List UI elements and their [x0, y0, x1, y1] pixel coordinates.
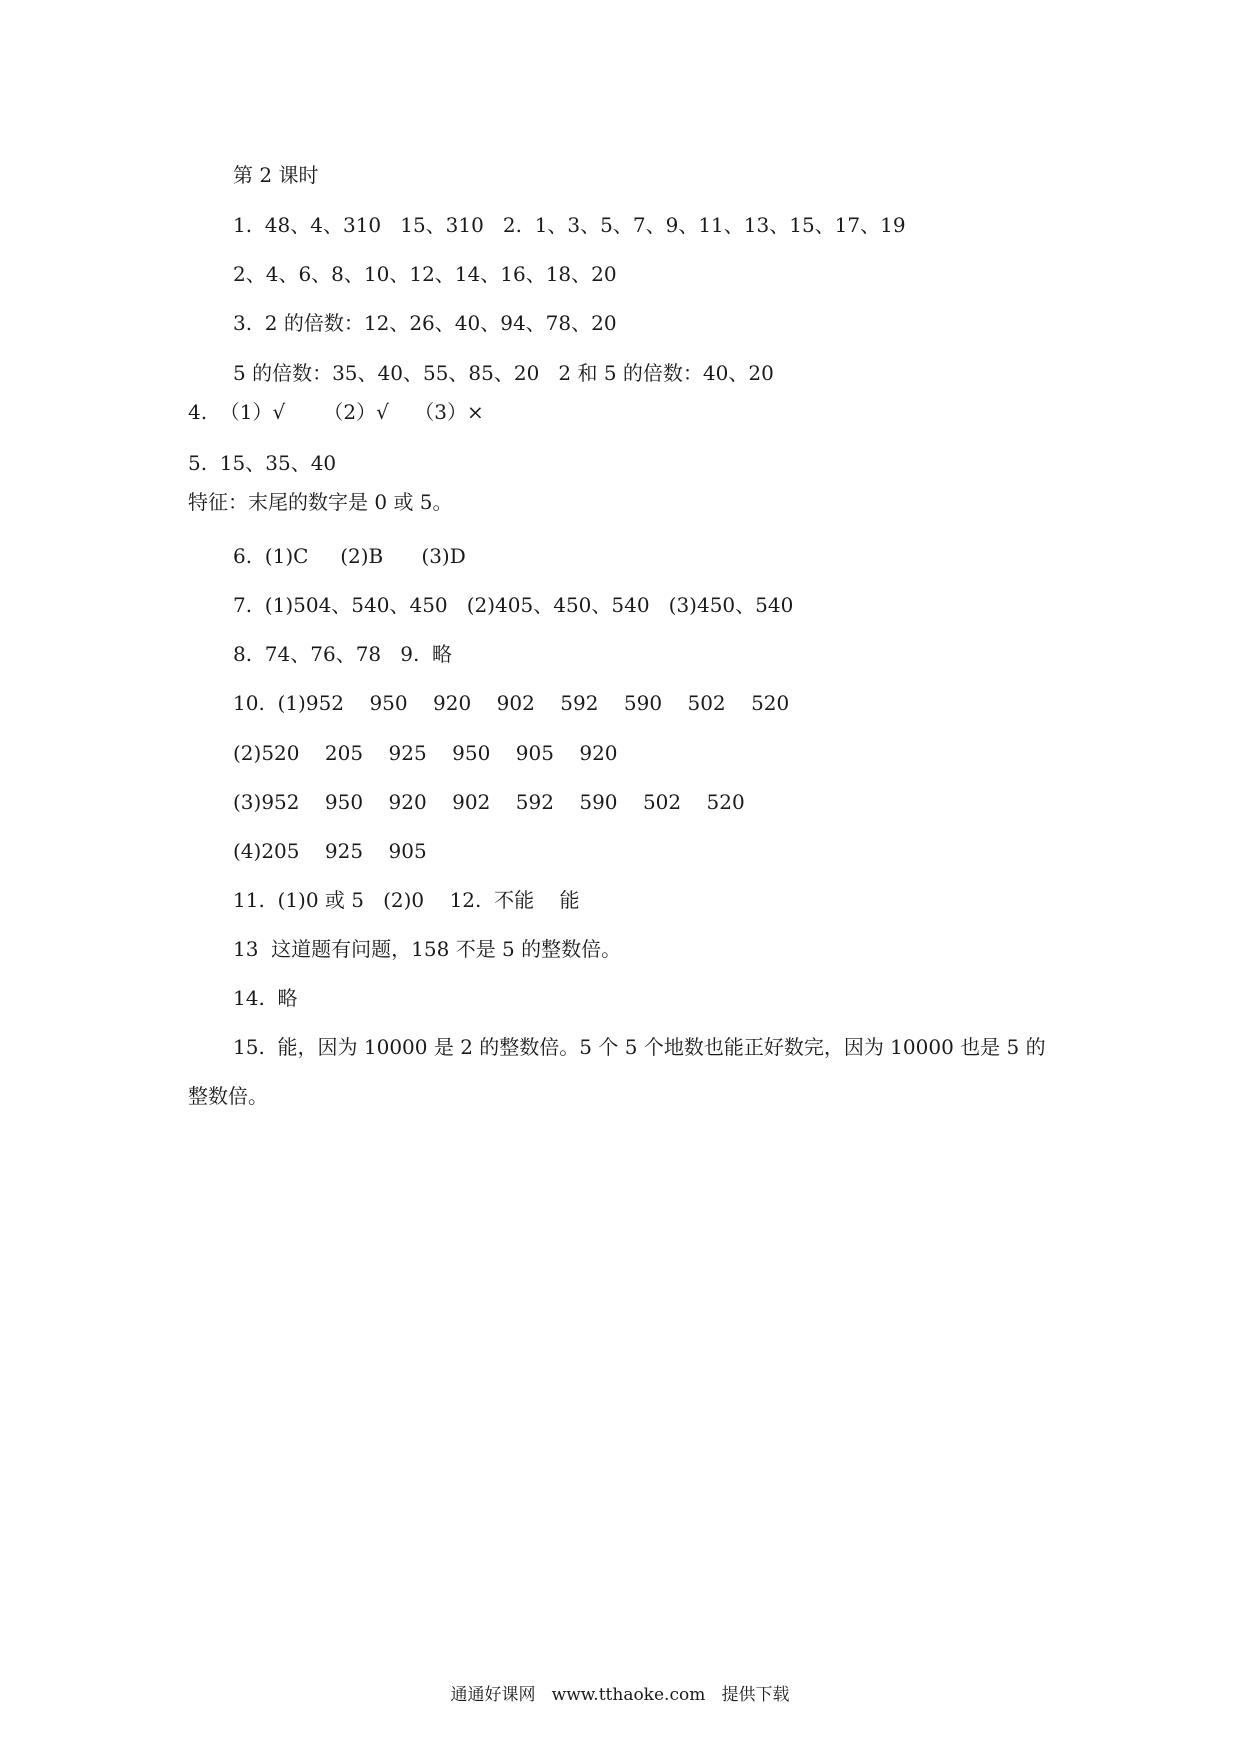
answer-line-3: 3. 2 的倍数：12、26、40、94、78、20	[233, 311, 617, 335]
lesson-title: 第 2 课时	[233, 163, 319, 187]
page-footer: 通通好课网 www.tthaoke.com 提供下载	[450, 1685, 790, 1705]
answer-line-13: (3)952 950 920 902 592 590 502 520	[233, 790, 745, 814]
answer-line-6: 5. 15、35、40	[188, 451, 337, 475]
answer-line-11: 10. (1)952 950 920 902 592 590 502 520	[233, 691, 790, 715]
answer-line-8: 6. (1)C (2)B (3)D	[233, 544, 466, 568]
answer-line-10: 8. 74、76、78 9. 略	[233, 642, 453, 666]
answer-line-1: 1. 48、4、310 15、310 2. 1、3、5、7、9、11、13、15、17、19	[233, 213, 906, 237]
answer-line-12: (2)520 205 925 950 905 920	[233, 741, 618, 765]
answer-line-7: 特征：末尾的数字是 0 或 5。	[188, 490, 453, 514]
answer-line-18: 15. 能，因为 10000 是 2 的整数倍。5 个 5 个地数也能正好数完，因为 10000 也是 5 的	[233, 1035, 1046, 1059]
answer-line-5: 4. （1）√ （2）√ （3）×	[188, 400, 484, 424]
answer-line-17: 14. 略	[233, 986, 298, 1010]
answer-line-14: (4)205 925 905	[233, 839, 427, 863]
answer-line-9: 7. (1)504、540、450 (2)405、450、540 (3)450、540	[233, 593, 794, 617]
answer-line-19: 整数倍。	[188, 1084, 268, 1108]
answer-line-2: 2、4、6、8、10、12、14、16、18、20	[233, 262, 617, 286]
answer-line-16: 13 这道题有问题，158 不是 5 的整数倍。	[233, 937, 622, 961]
answer-line-15: 11. (1)0 或 5 (2)0 12. 不能 能	[233, 888, 580, 912]
answer-line-4: 5 的倍数：35、40、55、85、20 2 和 5 的倍数：40、20	[233, 361, 774, 385]
